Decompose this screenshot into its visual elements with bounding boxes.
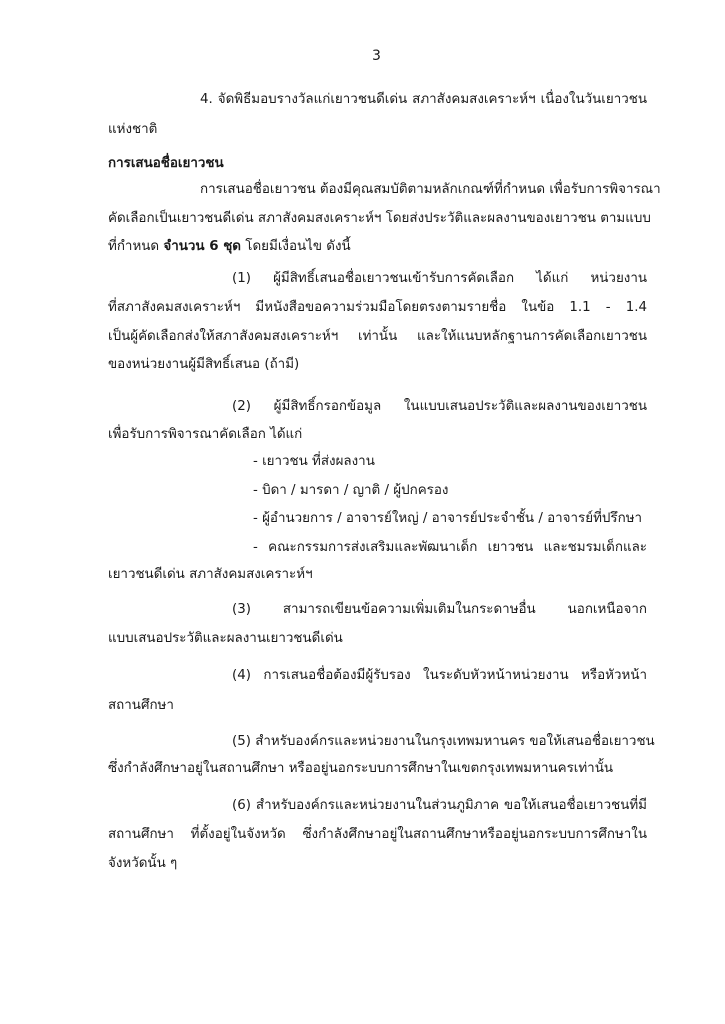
cond2-bullet-2: - บิดา / มารดา / ญาติ / ผู้ปกครอง [253,483,449,498]
cond4-line1: (4) การเสนอชื่อต้องมีผู้รับรอง ในระดับหัวหน้าหน่วยงาน หรือหัวหน้า [232,668,647,683]
intro-line3-bold: จำนวน 6 ชุด [163,239,242,254]
cond5-line1: (5) สำหรับองค์กรและหน่วยงานในกรุงเทพมหานคร ขอให้เสนอชื่อเยาวชน [232,734,655,749]
cond3-line2: แบบเสนอประวัติและผลงานเยาวชนดีเด่น [108,631,343,646]
cond1-line1: (1) ผู้มีสิทธิ์เสนอชื่อเยาวชนเข้ารับการคัดเลือก ได้แก่ หน่วยงาน [232,271,647,286]
cond1-line2: ที่สภาสังคมสงเคราะห์ฯ มีหนังสือขอความร่วมมือโดยตรงตามรายชื่อ ในข้อ 1.1 - 1.4 [108,300,647,315]
page-number: 3 [372,48,381,64]
cond6-line3: จังหวัดนั้น ๆ [108,856,178,871]
cond2-bullet-continuation: เยาวชนดีเด่น สภาสังคมสงเคราะห์ฯ [108,567,313,582]
cond5-line2: ซึ่งกำลังศึกษาอยู่ในสถานศึกษา หรืออยู่นอกระบบการศึกษาในเขตกรุงเทพมหานครเท่านั้น [108,761,613,776]
cond2-line1: (2) ผู้มีสิทธิ์กรอกข้อมูล ในแบบเสนอประวัติและผลงานของเยาวชน [232,399,647,414]
cond4-line2: สถานศึกษา [108,698,174,713]
intro-line2: คัดเลือกเป็นเยาวชนดีเด่น สภาสังคมสงเคราะห์ฯ โดยส่งประวัติและผลงานของเยาวชน ตามแบบ [108,211,651,226]
cond2-bullet-4: - คณะกรรมการส่งเสริมและพัฒนาเด็ก เยาวชน และชมรมเด็กและ [253,540,647,555]
cond6-line1: (6) สำหรับองค์กรและหน่วยงานในส่วนภูมิภาค ขอให้เสนอชื่อเยาวชนที่มี [232,798,647,813]
cond1-line3: เป็นผู้คัดเลือกส่งให้สภาสังคมสงเคราะห์ฯ เท่านั้น และให้แนบหลักฐานการคัดเลือกเยาวชน [108,329,647,344]
cond2-bullet-3: - ผู้อำนวยการ / อาจารย์ใหญ่ / อาจารย์ประจำชั้น / อาจารย์ที่ปรึกษา [253,511,643,526]
intro-line3-post: โดยมีเงื่อนไข ดังนี้ [241,239,351,254]
cond2-line2: เพื่อรับการพิจารณาคัดเลือก ได้แก่ [108,427,303,442]
intro-line3 [108,238,351,256]
intro-line1: การเสนอชื่อเยาวชน ต้องมีคุณสมบัติตามหลักเกณฑ์ที่กำหนด เพื่อรับการพิจารณา [200,182,661,197]
item4-line2: แห่งชาติ [108,122,158,137]
cond1-line4: ของหน่วยงานผู้มีสิทธิ์เสนอ (ถ้ามี) [108,357,300,372]
cond2-bullet-1: - เยาวชน ที่ส่งผลงาน [253,454,375,469]
cond3-line1: (3) สามารถเขียนข้อความเพิ่มเติมในกระดาษอื่น นอกเหนือจาก [232,602,647,617]
intro-line3-pre: ที่กำหนด [108,239,164,254]
cond6-line2: สถานศึกษา ที่ตั้งอยู่ในจังหวัด ซึ่งกำลังศึกษาอยู่ในสถานศึกษาหรืออยู่นอกระบบการศึกษาใน [108,827,647,842]
section-heading: การเสนอชื่อเยาวชน [108,156,224,171]
item4-line1: 4. จัดพิธีมอบรางวัลแก่เยาวชนดีเด่น สภาสังคมสงเคราะห์ฯ เนื่องในวันเยาวชน [200,92,647,107]
